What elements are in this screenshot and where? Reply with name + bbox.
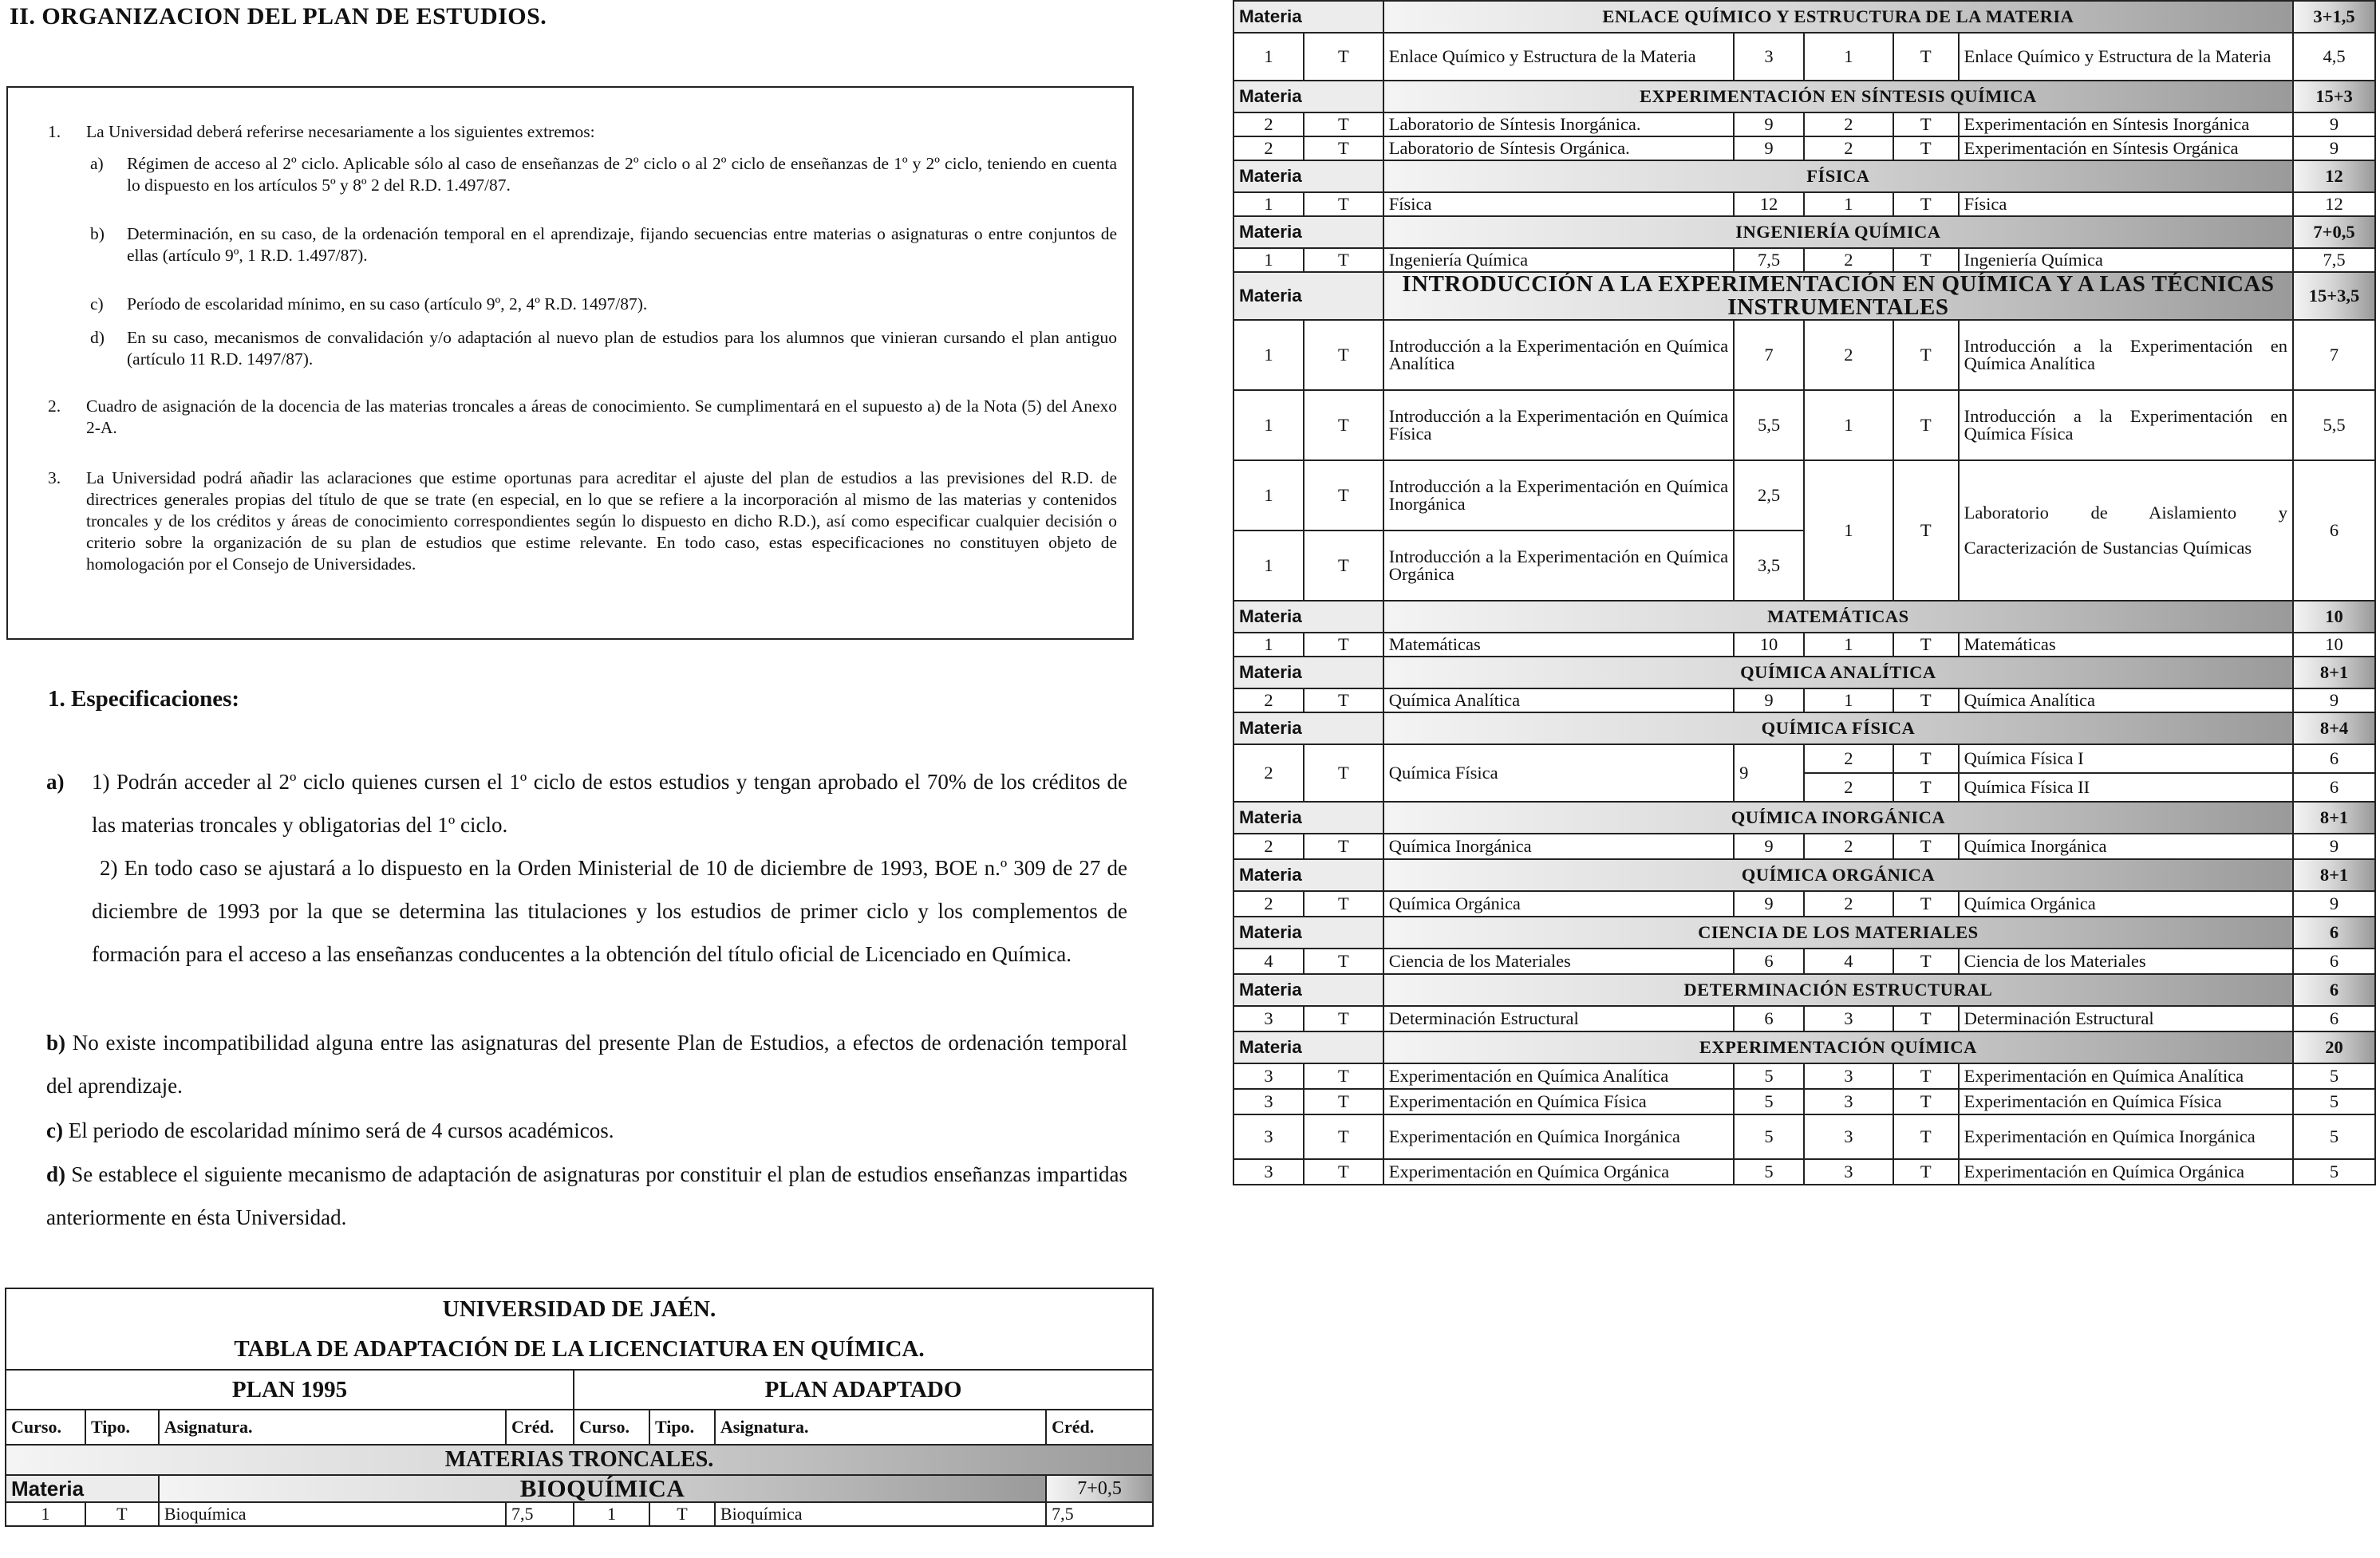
cell-asignatura: Enlace Químico y Estructura de la Materia [1959,33,2293,81]
cell-asignatura: Química Analítica [1383,688,1734,712]
notes-box [6,86,1134,640]
cell-curso: 1 [1804,688,1893,712]
col-curso: Curso. [574,1410,649,1445]
cell-tipo: T [1304,112,1383,136]
table-row [1233,1159,2375,1185]
materia-label: Materia [1233,81,1383,112]
cell-tipo: T [1893,744,1959,773]
university-name: UNIVERSIDAD DE JAÉN. [442,1296,716,1322]
cell-curso: 2 [1233,136,1304,160]
table-row [1233,1089,2375,1114]
materia-credits: 15+3,5 [2293,272,2375,320]
cell-asignatura: Laboratorio de Síntesis Orgánica. [1383,136,1734,160]
materia-name: INTRODUCCIÓN A LA EXPERIMENTACIÓN EN QUÍMICA Y A LAS TÉCNICAS INSTRUMENTALES [1383,272,2293,320]
table-row [1233,744,2375,773]
cell-curso: 4 [1233,949,1304,974]
cell-asignatura: Introducción a la Experimentación en Química Física [1959,390,2293,460]
materia-credits: 15+3 [2293,81,2375,112]
table-row [1233,688,2375,712]
cell-asignatura: Experimentación en Química Analítica [1959,1063,2293,1089]
cell-asignatura: Física [1959,192,2293,216]
materia-name: BIOQUÍMICA [159,1475,1046,1502]
cell-tipo: T [1304,1089,1383,1114]
cell-curso: 2 [1804,136,1893,160]
spec-d [46,1153,1127,1239]
note-d [90,327,1117,370]
materia-name: QUÍMICA ORGÁNICA [1383,859,2293,891]
cell-tipo: T [1893,136,1959,160]
cell-asignatura: Determinación Estructural [1959,1006,2293,1031]
note-text: La Universidad podrá añadir las aclaraciones que estime oportunas para acreditar el ajuste del plan de estudios a las previsiones del R.D. de directrices generales propias del título de que se trate (en especial, en lo que se refiere a la incorporación al mismo de las materias y contenidos troncales y de los créditos y áreas de conocimiento correspondientes según lo dispuesto en dicho R.D.), así como especificar cualquier decisión o criterio sobre la organización de su plan de estudios que estime relevante. En todo caso, estas especificaciones no constituyen objeto de homologación por el Consejo de Universidades. [86,468,1117,574]
note-number: 3. [48,468,61,487]
cell-tipo: T [1304,192,1383,216]
table-title [6,1288,1153,1370]
cell-curso: 3 [1233,1063,1304,1089]
cell-tipo: T [1893,1159,1959,1185]
materia-label: Materia [1233,802,1383,834]
table-row [1233,136,2375,160]
note-text: Régimen de acceso al 2º ciclo. Aplicable sólo al caso de enseñanzas de 2º ciclo o al 2º ciclo de enseñanzas de 1º y 2º ciclo, teniendo en cuenta lo dispuesto en los artículos 5º y 8º 2 del R.D. 1.497/87. [127,154,1117,195]
cell-curso: 3 [1804,1159,1893,1185]
cell-tipo: T [1304,531,1383,601]
materia-label: Materia [1233,974,1383,1006]
cell-asignatura: Experimentación en Química Inorgánica [1383,1114,1734,1159]
materia-label: Materia [1233,859,1383,891]
cell-curso: 2 [1233,112,1304,136]
cell-tipo: T [1893,1006,1959,1031]
table-row [1233,1063,2375,1089]
cell-asignatura: Bioquímica [159,1502,506,1526]
cell-tipo: T [1304,891,1383,917]
note-number: 2. [48,396,61,416]
cell-cred: 5 [1734,1063,1804,1089]
materia-credits: 10 [2293,601,2375,633]
cell-cred: 7 [1734,320,1804,390]
cell-curso: 2 [1233,834,1304,859]
cell-cred: 6 [1734,949,1804,974]
materia-header-row [1233,160,2375,192]
cell-cred: 10 [1734,633,1804,657]
cell-asignatura: Química Inorgánica [1959,834,2293,859]
spec-a-1 [46,760,1127,846]
materia-header-row [1233,1031,2375,1063]
cell-cred: 9 [2293,112,2375,136]
cell-tipo: T [1304,1063,1383,1089]
note-a [90,153,1117,196]
cell-curso: 1 [1233,633,1304,657]
note-text: En su caso, mecanismos de convalidación y/o adaptación al nuevo plan de estudios para los alumnos que vinieran cursando el plan antiguo (artículo 11 R.D. 1497/87). [127,328,1117,369]
cell-curso: 3 [1804,1063,1893,1089]
cell-tipo: T [1893,1063,1959,1089]
cell-cred: 12 [1734,192,1804,216]
materia-name: INGENIERÍA QUÍMICA [1383,216,2293,248]
cell-tipo: T [649,1502,715,1526]
cell-tipo: T [1893,1089,1959,1114]
cell-cred: 5 [2293,1063,2375,1089]
materia-credits: 8+1 [2293,802,2375,834]
col-asignatura: Asignatura. [715,1410,1046,1445]
plan-adaptado-header: PLAN ADAPTADO [574,1370,1153,1410]
cell-tipo: T [1893,688,1959,712]
cell-curso: 2 [1804,112,1893,136]
cell-asignatura: Química Orgánica [1383,891,1734,917]
cell-curso: 1 [1804,633,1893,657]
cell-tipo: T [1893,248,1959,272]
cell-asignatura: Química Orgánica [1959,891,2293,917]
note-letter: a) [90,154,104,173]
cell-asignatura: Introducción a la Experimentación en Química Física [1383,390,1734,460]
cell-asignatura: Experimentación en Química Física [1383,1089,1734,1114]
table-row [1233,390,2375,460]
cell-asignatura: Experimentación en Química Orgánica [1383,1159,1734,1185]
cell-curso: 1 [574,1502,649,1526]
cell-tipo: T [1893,460,1959,601]
cell-tipo: T [1893,891,1959,917]
cell-asignatura: Química Física II [1959,773,2293,802]
cell-cred: 6 [2293,1006,2375,1031]
spec-c-text: El periodo de escolaridad mínimo será de 4 cursos académicos. [68,1118,614,1142]
cell-curso: 2 [1804,320,1893,390]
adaptation-table-continued [1233,0,2376,1185]
note-1 [48,121,1117,143]
materia-header-row [1233,802,2375,834]
cell-asignatura: Ingeniería Química [1959,248,2293,272]
materia-label: Materia [1233,216,1383,248]
col-asignatura: Asignatura. [159,1410,506,1445]
materia-header-row [1233,216,2375,248]
cell-curso: 1 [1233,390,1304,460]
materia-header-row [1233,601,2375,633]
note-b [90,223,1117,266]
note-c [90,294,1117,315]
cell-asignatura: Bioquímica [715,1502,1046,1526]
materia-credits: 6 [2293,917,2375,949]
cell-tipo: T [1893,773,1959,802]
note-text: La Universidad deberá referirse necesariamente a los siguientes extremos: [86,122,595,141]
note-letter: c) [90,294,104,314]
table-row [1233,834,2375,859]
cell-cred: 4,5 [2293,33,2375,81]
spec-b-text: No existe incompatibilidad alguna entre las asignaturas del presente Plan de Estudios, a efectos de ordenación temporal del aprendizaje. [46,1031,1127,1098]
cell-cred: 5 [2293,1159,2375,1185]
cell-cred: 9 [2293,688,2375,712]
cell-asignatura: Física [1383,192,1734,216]
cell-tipo: T [1893,320,1959,390]
table-row [1233,460,2375,531]
cell-asignatura: Introducción a la Experimentación en Química Orgánica [1383,531,1734,601]
spec-a-2 [92,846,1127,976]
cell-curso: 3 [1804,1089,1893,1114]
cell-cred: 3,5 [1734,531,1804,601]
spec-b-label: b) [46,1031,66,1055]
troncales-banner: MATERIAS TRONCALES. [6,1445,1153,1475]
cell-asignatura: Química Inorgánica [1383,834,1734,859]
cell-tipo: T [1304,1114,1383,1159]
materia-name: QUÍMICA INORGÁNICA [1383,802,2293,834]
cell-curso: 1 [1233,248,1304,272]
cell-curso: 1 [1804,390,1893,460]
cell-cred: 5 [2293,1089,2375,1114]
spec-a-label: a) [46,770,65,794]
cell-curso: 1 [1804,460,1893,601]
materia-credits: 20 [2293,1031,2375,1063]
table-row [1233,949,2375,974]
cell-curso: 2 [1804,891,1893,917]
cell-curso: 2 [1233,891,1304,917]
cell-cred: 5 [1734,1159,1804,1185]
cell-cred: 10 [2293,633,2375,657]
cell-cred: 9 [2293,834,2375,859]
cell-tipo: T [1304,949,1383,974]
cell-cred: 3 [1734,33,1804,81]
cell-asignatura: Matemáticas [1959,633,2293,657]
cell-cred: 5 [1734,1114,1804,1159]
cell-asignatura: Experimentación en Química Física [1959,1089,2293,1114]
cell-tipo: T [1304,460,1383,531]
cell-asignatura: Introducción a la Experimentación en Química Analítica [1959,320,2293,390]
col-tipo: Tipo. [649,1410,715,1445]
note-letter: d) [90,328,105,347]
cell-cred: 6 [2293,773,2375,802]
materia-name: EXPERIMENTACIÓN EN SÍNTESIS QUÍMICA [1383,81,2293,112]
left-page [0,0,1165,1558]
cell-tipo: T [1893,633,1959,657]
note-number: 1. [48,122,61,141]
materia-header-row [1233,859,2375,891]
cell-cred: 9 [2293,891,2375,917]
cell-curso: 1 [1804,33,1893,81]
cell-asignatura: Ingeniería Química [1383,248,1734,272]
cell-curso: 1 [1233,531,1304,601]
cell-asignatura: Experimentación en Química Inorgánica [1959,1114,2293,1159]
materia-name: DETERMINACIÓN ESTRUCTURAL [1383,974,2293,1006]
cell-tipo: T [1893,834,1959,859]
adaptation-table-header [5,1288,1154,1527]
materia-credits: 6 [2293,974,2375,1006]
cell-cred: 6 [1734,1006,1804,1031]
note-3 [48,467,1117,575]
col-cred: Créd. [506,1410,574,1445]
cell-cred: 5 [2293,1114,2375,1159]
table-row [1233,320,2375,390]
materia-name: QUÍMICA FÍSICA [1383,712,2293,744]
materia-header-row [1233,974,2375,1006]
cell-tipo: T [1304,390,1383,460]
cell-curso: 1 [1233,33,1304,81]
table-row [1233,1114,2375,1159]
materia-label: Materia [1233,917,1383,949]
cell-cred: 6 [2293,949,2375,974]
cell-cred: 2,5 [1734,460,1804,531]
cell-curso: 3 [1804,1006,1893,1031]
table-row [1233,1006,2375,1031]
spec-b [46,1021,1127,1107]
materia-label: Materia [1233,601,1383,633]
note-text: Determinación, en su caso, de la ordenación temporal en el aprendizaje, fijando secuencias entre materias o asignaturas o entre conjuntos de ellas (artículo 9º, 1 R.D. 1.497/87). [127,224,1117,265]
cell-curso: 1 [6,1502,85,1526]
materia-credits: 7+0,5 [1046,1475,1153,1502]
cell-cred: 9 [1734,112,1804,136]
cell-asignatura: Introducción a la Experimentación en Química Analítica [1383,320,1734,390]
cell-cred: 9 [1734,136,1804,160]
cell-asignatura: Experimentación en Química Orgánica [1959,1159,2293,1185]
cell-cred: 5,5 [1734,390,1804,460]
plan-1995-header: PLAN 1995 [6,1370,574,1410]
cell-curso: 4 [1804,949,1893,974]
cell-tipo: T [1304,248,1383,272]
cell-tipo: T [1304,633,1383,657]
cell-tipo: T [1304,1159,1383,1185]
materia-credits: 8+1 [2293,859,2375,891]
materia-credits: 8+4 [2293,712,2375,744]
table-title-text: TABLA DE ADAPTACIÓN DE LA LICENCIATURA EN QUÍMICA. [234,1336,925,1362]
spec-c [46,1109,1127,1152]
cell-tipo: T [1304,33,1383,81]
cell-tipo: T [1304,320,1383,390]
spec-c-label: c) [46,1118,63,1142]
cell-curso: 2 [1804,773,1893,802]
note-2 [48,396,1117,439]
materia-header-row [1233,657,2375,688]
cell-asignatura: Química Analítica [1959,688,2293,712]
table-row [1233,633,2375,657]
materia-label: Materia [1233,712,1383,744]
materia-credits: 3+1,5 [2293,1,2375,33]
cell-curso: 2 [1804,248,1893,272]
cell-tipo: T [1893,390,1959,460]
cell-tipo: T [1893,33,1959,81]
cell-tipo: T [1893,1114,1959,1159]
cell-curso: 3 [1233,1114,1304,1159]
table-row [1233,248,2375,272]
col-curso: Curso. [6,1410,85,1445]
materia-name: QUÍMICA ANALÍTICA [1383,657,2293,688]
cell-curso: 3 [1233,1159,1304,1185]
materia-name: CIENCIA DE LOS MATERIALES [1383,917,2293,949]
col-cred: Créd. [1046,1410,1153,1445]
cell-cred: 7,5 [1046,1502,1153,1526]
materia-header-row [1233,917,2375,949]
section-title: II. ORGANIZACION DEL PLAN DE ESTUDIOS. [10,3,547,30]
cell-cred: 9 [1734,891,1804,917]
table-row [1233,891,2375,917]
note-text: Período de escolaridad mínimo, en su caso (artículo 9º, 2, 4º R.D. 1497/87). [127,294,648,314]
materia-name: EXPERIMENTACIÓN QUÍMICA [1383,1031,2293,1063]
materia-credits: 7+0,5 [2293,216,2375,248]
materia-label: Materia [1233,657,1383,688]
note-letter: b) [90,224,105,243]
materia-header-row [1233,81,2375,112]
cell-cred: 9 [1734,834,1804,859]
cell-asignatura: Química Física [1383,744,1734,802]
cell-asignatura: Ciencia de los Materiales [1383,949,1734,974]
cell-cred: 9 [1734,744,1804,802]
cell-cred: 6 [2293,460,2375,601]
specs-heading: 1. Especificaciones: [48,686,240,712]
cell-tipo: T [1304,1006,1383,1031]
cell-tipo: T [1304,136,1383,160]
cell-curso: 2 [1233,744,1304,802]
cell-curso: 3 [1233,1089,1304,1114]
cell-cred: 7,5 [506,1502,574,1526]
cell-tipo: T [85,1502,159,1526]
table-row [6,1502,1153,1526]
materia-credits: 12 [2293,160,2375,192]
cell-tipo: T [1893,192,1959,216]
cell-curso: 1 [1233,192,1304,216]
cell-cred: 9 [2293,136,2375,160]
materia-name: MATEMÁTICAS [1383,601,2293,633]
cell-cred: 5,5 [2293,390,2375,460]
table-row [1233,112,2375,136]
cell-cred: 7,5 [2293,248,2375,272]
materia-label: Materia [1233,160,1383,192]
materia-name: FÍSICA [1383,160,2293,192]
cell-cred: 7,5 [1734,248,1804,272]
right-page [1233,0,2378,1558]
cell-asignatura: Experimentación en Química Analítica [1383,1063,1734,1089]
cell-asignatura: Introducción a la Experimentación en Química Inorgánica [1383,460,1734,531]
note-text: Cuadro de asignación de la docencia de las materias troncales a áreas de conocimiento. Se cumplimentará en el supuesto a) de la Nota (5) del Anexo 2-A. [86,396,1117,437]
table-row [1233,192,2375,216]
table-row [1233,33,2375,81]
cell-cred: 7 [2293,320,2375,390]
cell-asignatura: Determinación Estructural [1383,1006,1734,1031]
cell-curso: 2 [1804,834,1893,859]
cell-tipo: T [1304,744,1383,802]
cell-asignatura: Experimentación en Síntesis Inorgánica [1959,112,2293,136]
cell-curso: 3 [1233,1006,1304,1031]
cell-asignatura: Enlace Químico y Estructura de la Materia [1383,33,1734,81]
spec-d-text: Se establece el siguiente mecanismo de adaptación de asignaturas por constituir el plan de estudios enseñanzas impartidas anteriormente en ésta Universidad. [46,1162,1127,1229]
cell-curso: 2 [1233,688,1304,712]
cell-cred: 9 [1734,688,1804,712]
spec-d-label: d) [46,1162,66,1186]
cell-asignatura: Química Física I [1959,744,2293,773]
cell-curso: 1 [1233,320,1304,390]
cell-tipo: T [1893,949,1959,974]
cell-cred: 5 [1734,1089,1804,1114]
cell-asignatura: Matemáticas [1383,633,1734,657]
cell-tipo: T [1304,688,1383,712]
materia-label: Materia [1233,1031,1383,1063]
materia-header-row [1233,272,2375,320]
cell-curso: 1 [1804,192,1893,216]
materia-name: ENLACE QUÍMICO Y ESTRUCTURA DE LA MATERIA [1383,1,2293,33]
cell-curso: 1 [1233,460,1304,531]
materia-label: Materia [6,1475,159,1502]
col-tipo: Tipo. [85,1410,159,1445]
cell-cred: 6 [2293,744,2375,773]
materia-header-row [1233,1,2375,33]
materia-label: Materia [1233,1,1383,33]
materia-label: Materia [1233,272,1383,320]
materia-credits: 8+1 [2293,657,2375,688]
cell-asignatura: Experimentación en Síntesis Orgánica [1959,136,2293,160]
cell-curso: 2 [1804,744,1893,773]
spec-a-1-text: 1) Podrán acceder al 2º ciclo quienes cursen el 1º ciclo de estos estudios y tengan aprobado el 70% de los créditos de las materias troncales y obligatorias del 1º ciclo. [92,770,1127,837]
cell-asignatura: Laboratorio de Síntesis Inorgánica. [1383,112,1734,136]
cell-asignatura: Ciencia de los Materiales [1959,949,2293,974]
materia-header-row [1233,712,2375,744]
cell-cred: 12 [2293,192,2375,216]
cell-curso: 3 [1804,1114,1893,1159]
cell-tipo: T [1304,834,1383,859]
cell-asignatura: Laboratorio de Aislamiento y Caracterización de Sustancias Químicas [1959,460,2293,601]
cell-tipo: T [1893,112,1959,136]
spec-a-2-text: 2) En todo caso se ajustará a lo dispuesto en la Orden Ministerial de 10 de diciembre de 1993, BOE n.º 309 de 27 de diciembre de 1993 por la que se determina las titulaciones y los estudios de primer ciclo y los complementos de formación para el acceso a las enseñanzas conducentes a la obtención del título oficial de Licenciado en Química. [92,856,1127,966]
